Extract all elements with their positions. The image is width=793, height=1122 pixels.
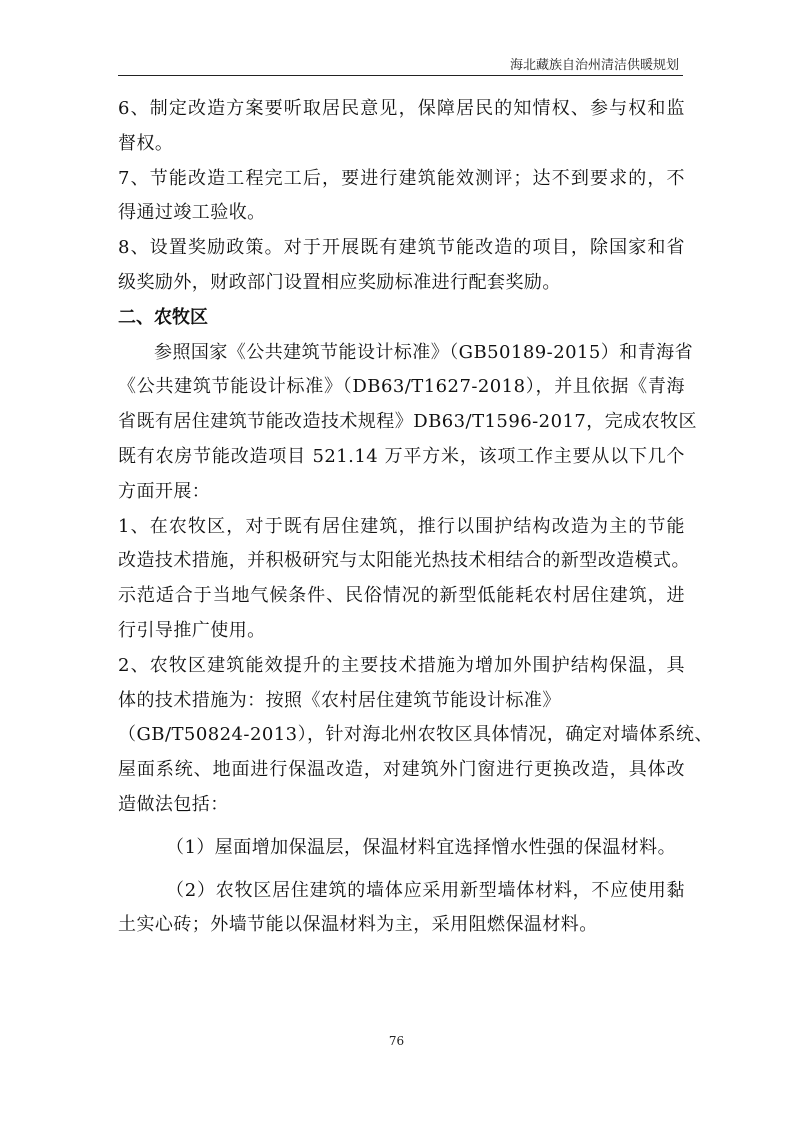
- text-line: 造做法包括：: [118, 793, 229, 815]
- text-line: 屋面系统、地面进行保温改造，对建筑外门窗进行更换改造，具体改: [118, 759, 685, 781]
- text-line: 7、节能改造工程完工后，要进行建筑能效测评；达不到要求的，不: [118, 167, 685, 189]
- text-line: 级奖励外，财政部门设置相应奖励标准进行配套奖励。: [118, 271, 561, 293]
- text-line: 省既有居住建筑节能改造技术规程》DB63/T1596-2017，完成农牧区: [118, 411, 697, 433]
- paragraph-sub-2: [118, 874, 685, 944]
- section-heading: 二、农牧区: [118, 306, 208, 328]
- text-line: 改造技术措施，并积极研究与太阳能光热技术相结合的新型改造模式。: [118, 550, 690, 572]
- text-line: 得通过竣工验收。: [118, 202, 266, 224]
- text-line: 行引导推广使用。: [118, 619, 266, 641]
- text-line: （1）屋面增加保温层，保温材料宜选择憎水性强的保温材料。: [166, 836, 677, 858]
- paragraph-sub-1: [118, 831, 685, 866]
- running-header-title: 海北藏族自治州清洁供暖规划: [509, 58, 679, 73]
- paragraph-item-8: [118, 231, 685, 301]
- text-line: （GB/T50824-2013），针对海北州农牧区具体情况，确定对墙体系统、: [118, 724, 713, 746]
- paragraph-item-6: [118, 92, 685, 162]
- paragraph-point-1: [118, 510, 690, 649]
- text-line: 既有农房节能改造项目 521.14 万平方米，该项工作主要从以下几个: [118, 445, 685, 467]
- page-number: 76: [388, 1034, 405, 1048]
- paragraph-intro: [118, 336, 697, 510]
- text-line: 督权。: [118, 132, 174, 154]
- text-line: 8、设置奖励政策。对于开展既有建筑节能改造的项目，除国家和省: [118, 237, 685, 259]
- paragraph-spacer: [118, 823, 685, 831]
- text-line: 示范适合于当地气候条件、民俗情况的新型低能耗农村居住建筑，进: [118, 585, 685, 607]
- text-line: 参照国家《公共建筑节能设计标准》（GB50189-2015）和青海省: [154, 341, 694, 363]
- text-line: 土实心砖；外墙节能以保温材料为主，采用阻燃保温材料。: [118, 914, 598, 936]
- paragraph-spacer: [118, 866, 685, 874]
- header-rule: [118, 75, 683, 76]
- paragraph-point-2: [118, 649, 713, 823]
- text-line: 《公共建筑节能设计标准》（DB63/T1627-2018），并且依据《青海: [118, 376, 685, 398]
- text-line: 方面开展：: [118, 480, 211, 502]
- text-line: 体的技术措施为：按照《农村居住建筑节能设计标准》: [118, 689, 561, 711]
- text-line: 2、农牧区建筑能效提升的主要技术措施为增加外围护结构保温，具: [118, 654, 685, 676]
- text-line: （2）农牧区居住建筑的墙体应采用新型墙体材料，不应使用黏: [166, 879, 685, 901]
- paragraph-item-7: [118, 162, 685, 232]
- text-line: 1、在农牧区，对于既有居住建筑，推行以围护结构改造为主的节能: [118, 515, 685, 537]
- page-body: [118, 92, 713, 943]
- text-line: 6、制定改造方案要听取居民意见，保障居民的知情权、参与权和监: [118, 98, 685, 119]
